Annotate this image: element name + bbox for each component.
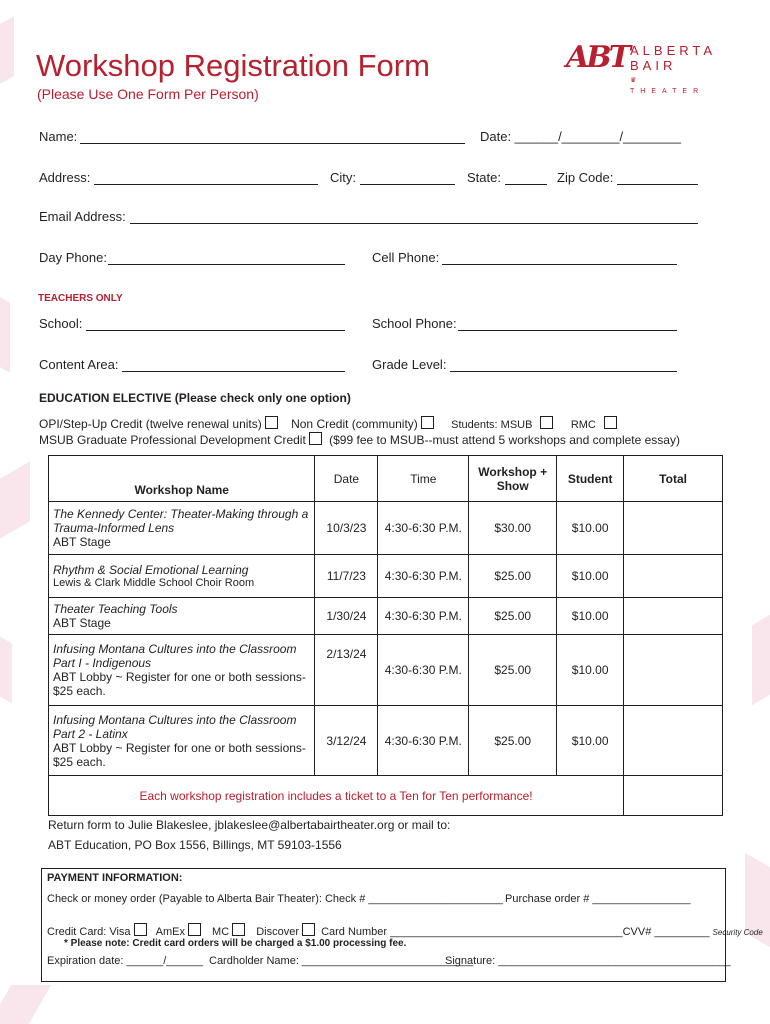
student-price: $10.00 [557, 502, 624, 555]
workshop-location: ABT Stage [53, 535, 111, 549]
school-field[interactable] [86, 330, 345, 331]
card-number-field[interactable]: Card Number ______________________________________CVV# _________ [321, 926, 710, 938]
header-workshop-show: Workshop + Show [469, 456, 557, 502]
email-label: Email Address: [39, 209, 126, 224]
grade-level-field[interactable] [450, 371, 677, 372]
teachers-heading: TEACHERS ONLY [38, 293, 123, 304]
workshop-date: 3/12/24 [315, 706, 378, 776]
student-price: $10.00 [557, 635, 624, 706]
workshop-price: $25.00 [469, 706, 557, 776]
visa-checkbox[interactable] [134, 923, 147, 936]
table-header-row [49, 456, 723, 502]
decor-shape [752, 615, 770, 705]
header-time: Time [378, 456, 469, 502]
workshop-location: Lewis & Clark Middle School Choir Room [53, 577, 255, 589]
total-cell[interactable] [624, 502, 723, 555]
workshop-location: ABT Lobby ~ Register for one or both sessions- $25 each. [53, 670, 306, 698]
student-price: $10.00 [557, 598, 624, 635]
workshop-table [48, 455, 723, 816]
cell-phone-field[interactable] [442, 264, 677, 265]
security-code-label: Security Code [712, 928, 763, 937]
table-footer-row [49, 776, 723, 816]
page-subtitle: (Please Use One Form Per Person) [37, 86, 259, 102]
workshop-time: 4:30-6:30 P.M. [378, 502, 469, 555]
workshop-date: 1/30/24 [315, 598, 378, 635]
workshop-title: Infusing Montana Cultures into the Classroom Part I - Indigenous [53, 642, 297, 670]
payment-section [41, 868, 763, 982]
elective-row-2 [39, 432, 680, 447]
mc-label: MC [212, 926, 230, 938]
city-label: City: [330, 170, 356, 185]
workshop-price: $25.00 [469, 555, 557, 598]
address-field[interactable] [94, 184, 318, 185]
card-type-row [47, 923, 763, 938]
logo-word-alberta: ALBERTA [630, 43, 717, 58]
workshop-title: Theater Teaching Tools [53, 602, 178, 616]
visa-label: Credit Card: Visa [47, 926, 131, 938]
table-row [49, 502, 723, 555]
workshop-title: The Kennedy Center: Theater-Making through a Trauma-Informed Lens [53, 507, 309, 535]
payment-heading: PAYMENT INFORMATION: [47, 872, 183, 884]
page-title: Workshop Registration Form [36, 48, 430, 83]
msub-grad-checkbox[interactable] [309, 432, 322, 445]
non-credit-checkbox[interactable] [421, 416, 434, 429]
workshop-price: $25.00 [469, 635, 557, 706]
day-phone-field[interactable] [108, 264, 345, 265]
cardholder-field[interactable]: Cardholder Name: ____________________________ [209, 955, 474, 967]
return-line-1: Return form to Julie Blakeslee, jblakeslee@albertabairtheater.org or mail to: [48, 818, 451, 832]
table-row [49, 598, 723, 635]
workshop-price: $30.00 [469, 502, 557, 555]
total-cell[interactable] [624, 555, 723, 598]
workshop-date: 2/13/24 [315, 635, 378, 706]
check-number-field[interactable]: Check or money order (Payable to Alberta Bair Theater): Check # ______________________ [47, 893, 503, 905]
school-label: School: [39, 316, 83, 331]
name-label: Name: [39, 129, 78, 144]
elective-heading: EDUCATION ELECTIVE (Please check only one option) [39, 391, 351, 405]
workshop-title: Rhythm & Social Emotional Learning [53, 563, 249, 577]
total-cell[interactable] [624, 635, 723, 706]
content-area-label: Content Area: [39, 357, 119, 372]
table-footer-note: Each workshop registration includes a ticket to a Ten for Ten performance! [49, 776, 624, 816]
table-row [49, 635, 723, 706]
grade-level-label: Grade Level: [372, 357, 447, 372]
grand-total-cell[interactable] [624, 776, 723, 816]
date-field[interactable]: Date: ______/________/________ [480, 129, 681, 144]
email-field[interactable] [130, 223, 698, 224]
state-label: State: [467, 170, 501, 185]
msub-fee-note: ($99 fee to MSUB--must attend 5 workshops and complete essay) [329, 433, 680, 447]
opi-checkbox[interactable] [265, 416, 278, 429]
logo-word-theater: THEATER [630, 88, 705, 95]
workshop-date: 11/7/23 [315, 555, 378, 598]
workshop-title: Infusing Montana Cultures into the Classroom Part 2 - Latinx [53, 712, 297, 741]
workshop-time: 4:30-6:30 P.M. [378, 598, 469, 635]
mc-checkbox[interactable] [232, 923, 245, 936]
crown-icon: ♛ [630, 77, 637, 84]
decor-shape [0, 637, 12, 704]
total-cell[interactable] [624, 598, 723, 635]
workshop-date: 10/3/23 [315, 502, 378, 555]
school-phone-field[interactable] [458, 330, 677, 331]
logo-mark: ABT [566, 40, 628, 75]
decor-shape [0, 461, 30, 538]
rmc-checkbox[interactable] [604, 416, 617, 429]
rmc-label: RMC [570, 419, 596, 431]
state-field[interactable] [505, 184, 547, 185]
expiration-field[interactable]: Expiration date: ______/______ [47, 955, 203, 967]
decor-shape [0, 16, 14, 84]
non-credit-label: Non Credit (community) [291, 417, 418, 431]
amex-label: AmEx [155, 926, 185, 938]
workshop-location: ABT Stage [53, 616, 111, 630]
students-msub-checkbox[interactable] [540, 416, 553, 429]
name-field[interactable] [80, 143, 465, 144]
discover-label: Discover [256, 926, 299, 938]
header-date: Date [315, 456, 378, 502]
discover-checkbox[interactable] [302, 923, 315, 936]
logo-word-bair: BAIR [630, 58, 677, 73]
return-line-2: ABT Education, PO Box 1556, Billings, MT 59103-1556 [48, 838, 342, 852]
day-phone-label: Day Phone: [39, 250, 107, 265]
zip-label: Zip Code: [557, 170, 614, 185]
header-workshop-name: Workshop Name [49, 456, 315, 502]
workshop-time: 4:30-6:30 P.M. [378, 555, 469, 598]
decor-shape [0, 297, 10, 373]
students-msub-label: Students: MSUB [451, 419, 533, 431]
cell-phone-label: Cell Phone: [372, 250, 440, 265]
opi-label: OPI/Step-Up Credit (twelve renewal units) [39, 417, 262, 431]
amex-checkbox[interactable] [188, 923, 201, 936]
address-label: Address: [39, 170, 91, 185]
signature-field[interactable]: Signature: ______________________________________ [445, 955, 731, 967]
student-price: $10.00 [557, 555, 624, 598]
msub-grad-label: MSUB Graduate Professional Development Credit [39, 433, 306, 447]
processing-fee-note: * Please note: Credit card orders will be charged a $1.00 processing fee. [64, 938, 407, 949]
workshop-time: 4:30-6:30 P.M. [378, 706, 469, 776]
content-area-field[interactable] [122, 371, 345, 372]
workshop-location: ABT Lobby ~ Register for one or both sessions- $25 each. [53, 740, 306, 769]
zip-field[interactable] [617, 184, 698, 185]
table-row [49, 555, 723, 598]
decor-shape [0, 985, 51, 1024]
school-phone-label: School Phone: [372, 316, 457, 331]
header-total: Total [624, 456, 723, 502]
student-price: $10.00 [557, 706, 624, 776]
header-student: Student [557, 456, 624, 502]
workshop-price: $25.00 [469, 598, 557, 635]
elective-row-1 [39, 416, 617, 431]
table-row [49, 706, 723, 776]
total-cell[interactable] [624, 706, 723, 776]
workshop-time: 4:30-6:30 P.M. [378, 635, 469, 706]
purchase-order-field[interactable]: Purchase order # ________________ [505, 893, 691, 905]
city-field[interactable] [360, 184, 455, 185]
